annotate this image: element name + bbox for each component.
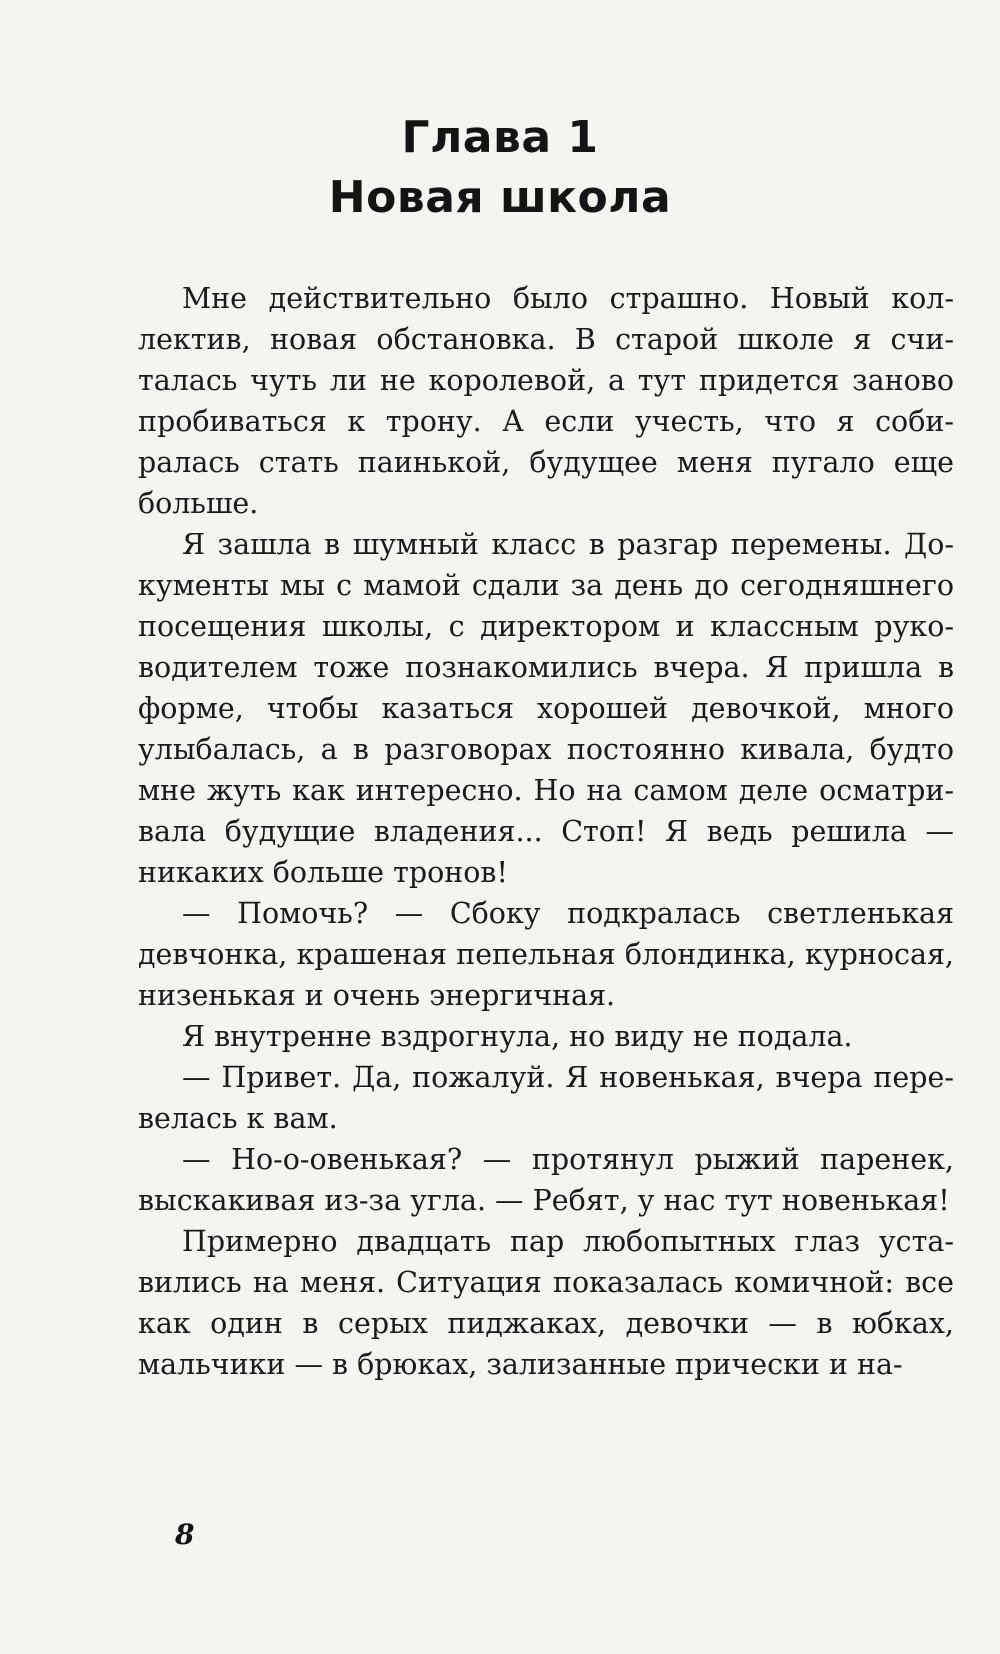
paragraph: Примерно двадцать пар любопытных глаз уставились на меня. Ситуация показалась комичной: все как один в серых пиджаках, девочки — в юбках, мальчики — в брюках, зализанные прически и на-	[138, 1225, 954, 1381]
page-number: 8	[175, 1518, 195, 1551]
paragraph: — Но-о-овенькая? — протянул рыжий паренек, выскакивая из-за угла. — Ребят, у нас тут новенькая!	[138, 1143, 954, 1217]
paragraph: Мне действительно было страшно. Новый коллектив, новая обстановка. В старой школе я считалась чуть ли не королевой, а тут придется заново пробиваться к трону. А если учесть, что я собиралась стать паинькой, будущее меня пугало еще больше.	[138, 282, 954, 520]
paragraph: — Привет. Да, пожалуй. Я новенькая, вчера перевелась к вам.	[138, 1061, 954, 1135]
chapter-heading	[0, 108, 1000, 228]
chapter-number: Глава 1	[401, 112, 599, 163]
paragraph: — Помочь? — Сбоку подкралась светленькая девчонка, крашеная пепельная блондинка, курносая, низенькая и очень энергичная.	[138, 897, 954, 1012]
body-text	[138, 278, 954, 1385]
paragraph: Я внутренне вздрогнула, но виду не подала.	[182, 1020, 853, 1053]
paragraph: Я зашла в шумный класс в разгар перемены. Документы мы с мамой сдали за день до сегодняшнего посещения школы, с директором и классным руководителем тоже познакомились вчера. Я пришла в форме, чтобы казаться хорошей девочкой, много улыбалась, а в разговорах постоянно кивала, будто мне жуть как интересно. Но на самом деле осматривала будущие владения... Стоп! Я ведь решила — никаких больше тронов!	[138, 528, 954, 889]
chapter-title: Новая школа	[328, 172, 672, 223]
